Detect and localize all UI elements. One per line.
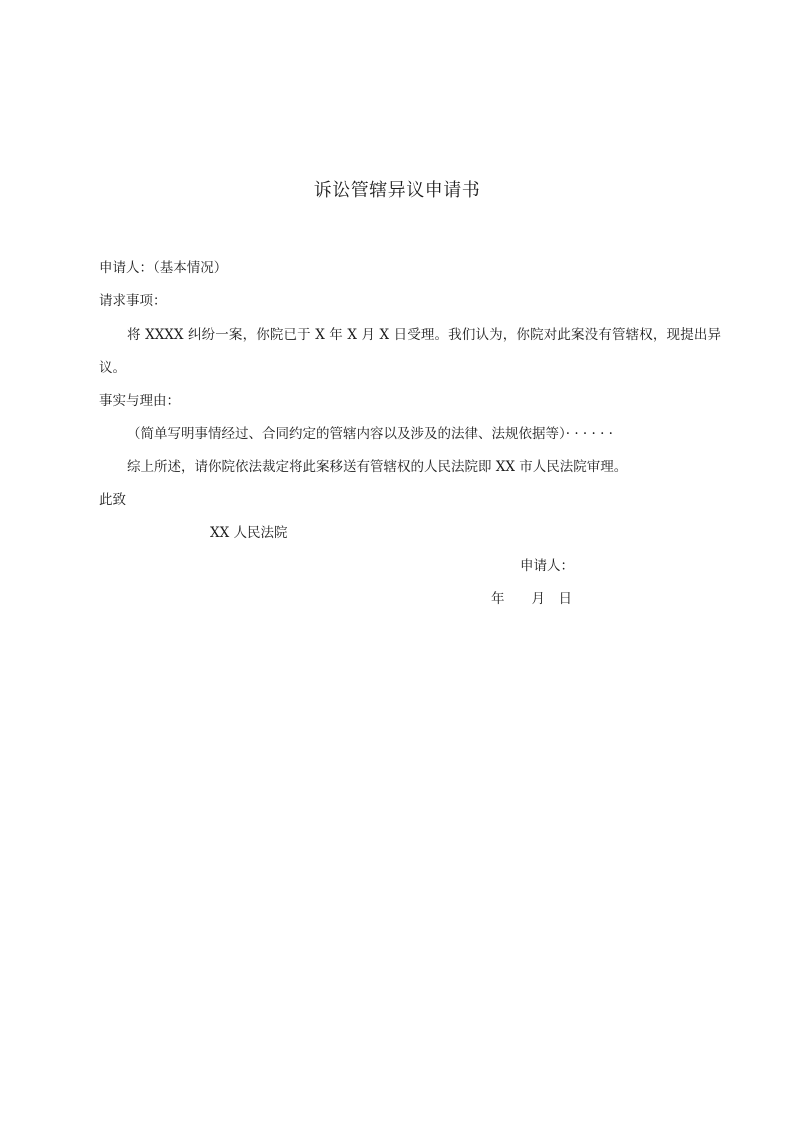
document-title: 诉讼管辖异议申请书: [313, 180, 481, 201]
recipient-court: XX 人民法院: [210, 525, 288, 541]
conclusion-text: 综上所述，请你院依法裁定将此案移送有管辖权的人民法院即 XX 市人民法院审理。: [127, 459, 628, 475]
date-line: 年 月 日: [491, 591, 572, 607]
request-text-line2: 议。: [99, 360, 126, 376]
request-heading: 请求事项：: [99, 293, 167, 309]
request-text-line1: 将 XXXX 纠纷一案，你院已于 X 年 X 月 X 日受理。我们认为，你院对此案没有管辖权，现提出异: [127, 327, 721, 343]
facts-text: （简单写明事情经过、合同约定的管辖内容以及涉及的法律、法规依据等）· · · · · ·: [127, 426, 613, 442]
applicant-line: 申请人：（基本情况）: [99, 260, 228, 276]
signature-label: 申请人：: [520, 558, 574, 574]
facts-heading: 事实与理由：: [99, 393, 180, 409]
salutation: 此致: [99, 492, 126, 508]
